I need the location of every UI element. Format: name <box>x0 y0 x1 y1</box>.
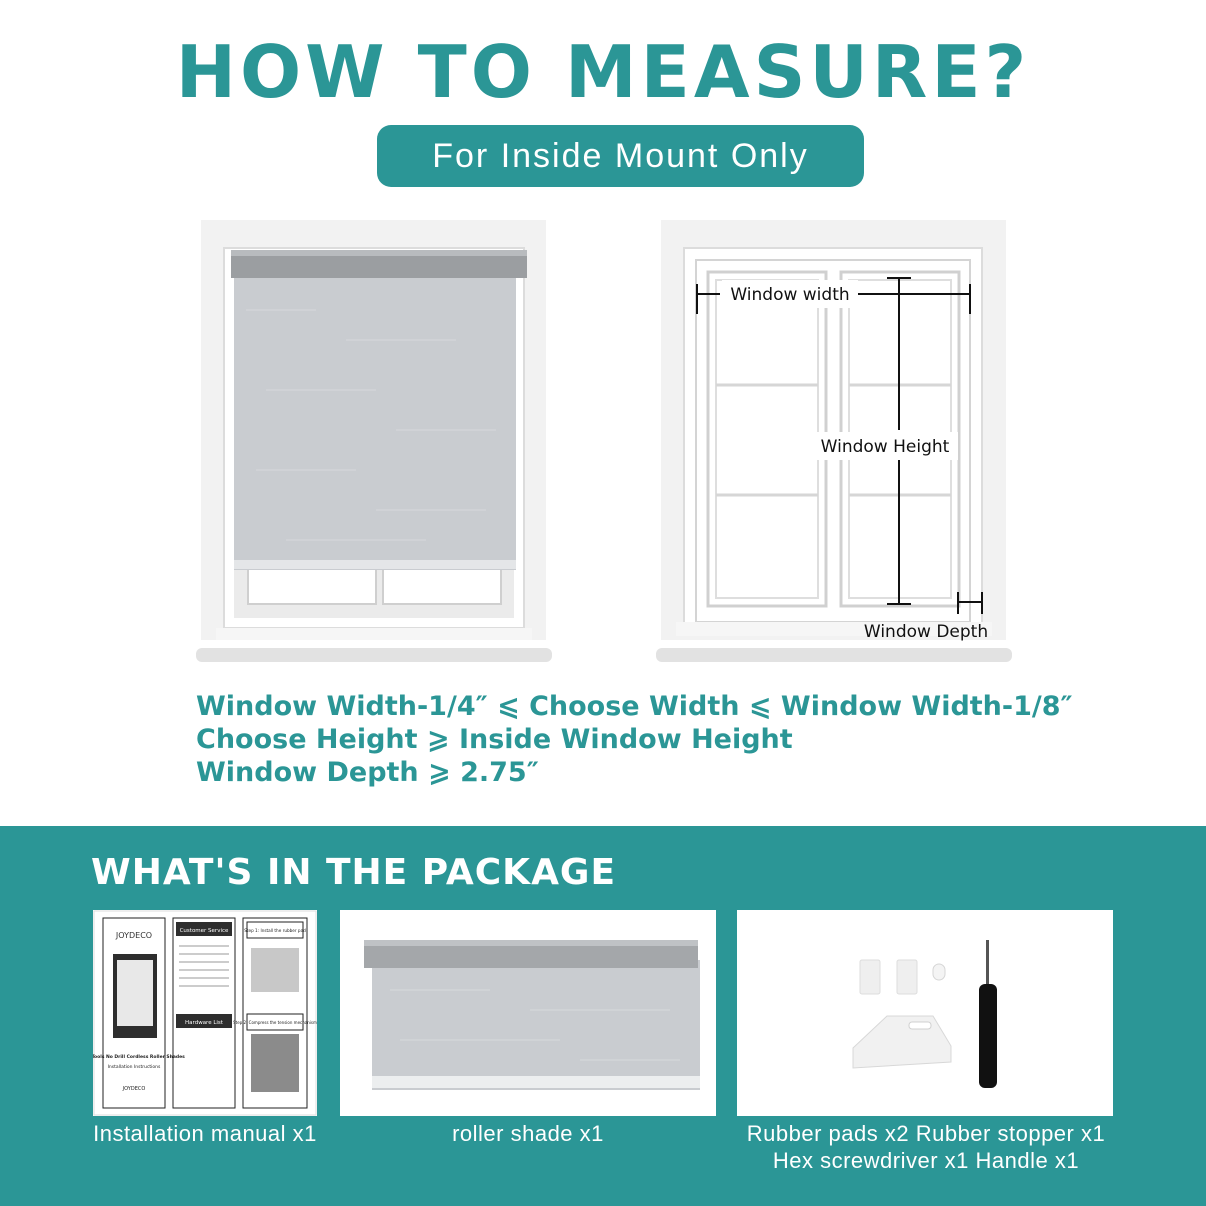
manual-card <box>93 910 317 1116</box>
manual-step1: Step 1: Install the rubber pad <box>244 928 306 933</box>
shade-window-illustration <box>196 220 552 665</box>
window-depth-label: Window Depth <box>863 622 989 642</box>
window-height-label: Window Height <box>820 437 950 457</box>
rubber-pad-1 <box>860 960 880 994</box>
hardware-caption <box>700 1120 1152 1174</box>
measurement-rules <box>196 690 1073 789</box>
manual-instructions: Installation Instructions <box>107 1065 161 1070</box>
measure-window-diagram <box>656 220 1012 665</box>
page-title: HOW TO MEASURE? <box>175 30 1031 114</box>
manual-product-name: No Tools No Drill Cordless Roller Shades <box>93 1055 185 1060</box>
subtitle-badge: For Inside Mount Only <box>377 125 864 187</box>
hardware-caption-line2: Hex screwdriver x1 Handle x1 <box>772 1148 1080 1173</box>
package-title: WHAT'S IN THE PACKAGE <box>91 852 617 893</box>
manual-brand: JOYDECO <box>115 931 153 940</box>
manual-hardware-list: Hardware List <box>185 1020 223 1026</box>
rule-depth: Window Depth ⩾ 2.75″ <box>196 757 539 788</box>
rule-height: Choose Height ⩾ Inside Window Height <box>196 724 793 755</box>
manual-brand-small: JOYDECO <box>122 1086 146 1092</box>
window-width-label: Window width <box>730 285 850 305</box>
manual-customer-service: Customer Service <box>179 928 229 934</box>
rule-width: Window Width-1/4″ ⩽ Choose Width ⩽ Window Width-1/8″ <box>196 691 1073 722</box>
shade-card <box>340 910 716 1116</box>
hardware-caption-line1: Rubber pads x2 Rubber stopper x1 <box>746 1121 1106 1146</box>
screwdriver-shaft <box>986 940 989 984</box>
manual-caption: Installation manual x1 <box>93 1121 317 1146</box>
hardware-illustration <box>737 910 1113 1116</box>
manual-step2: Step 2: Compress the tension mechanism <box>233 1020 317 1025</box>
hardware-card <box>737 910 1113 1116</box>
shade-caption: roller shade x1 <box>452 1121 604 1146</box>
screwdriver-handle <box>979 984 997 1088</box>
roller-shade-illustration <box>340 910 716 1116</box>
rubber-pad-2 <box>897 960 917 994</box>
handle <box>853 1016 951 1068</box>
manual-illustration <box>93 910 317 1116</box>
rubber-stopper <box>933 964 945 980</box>
